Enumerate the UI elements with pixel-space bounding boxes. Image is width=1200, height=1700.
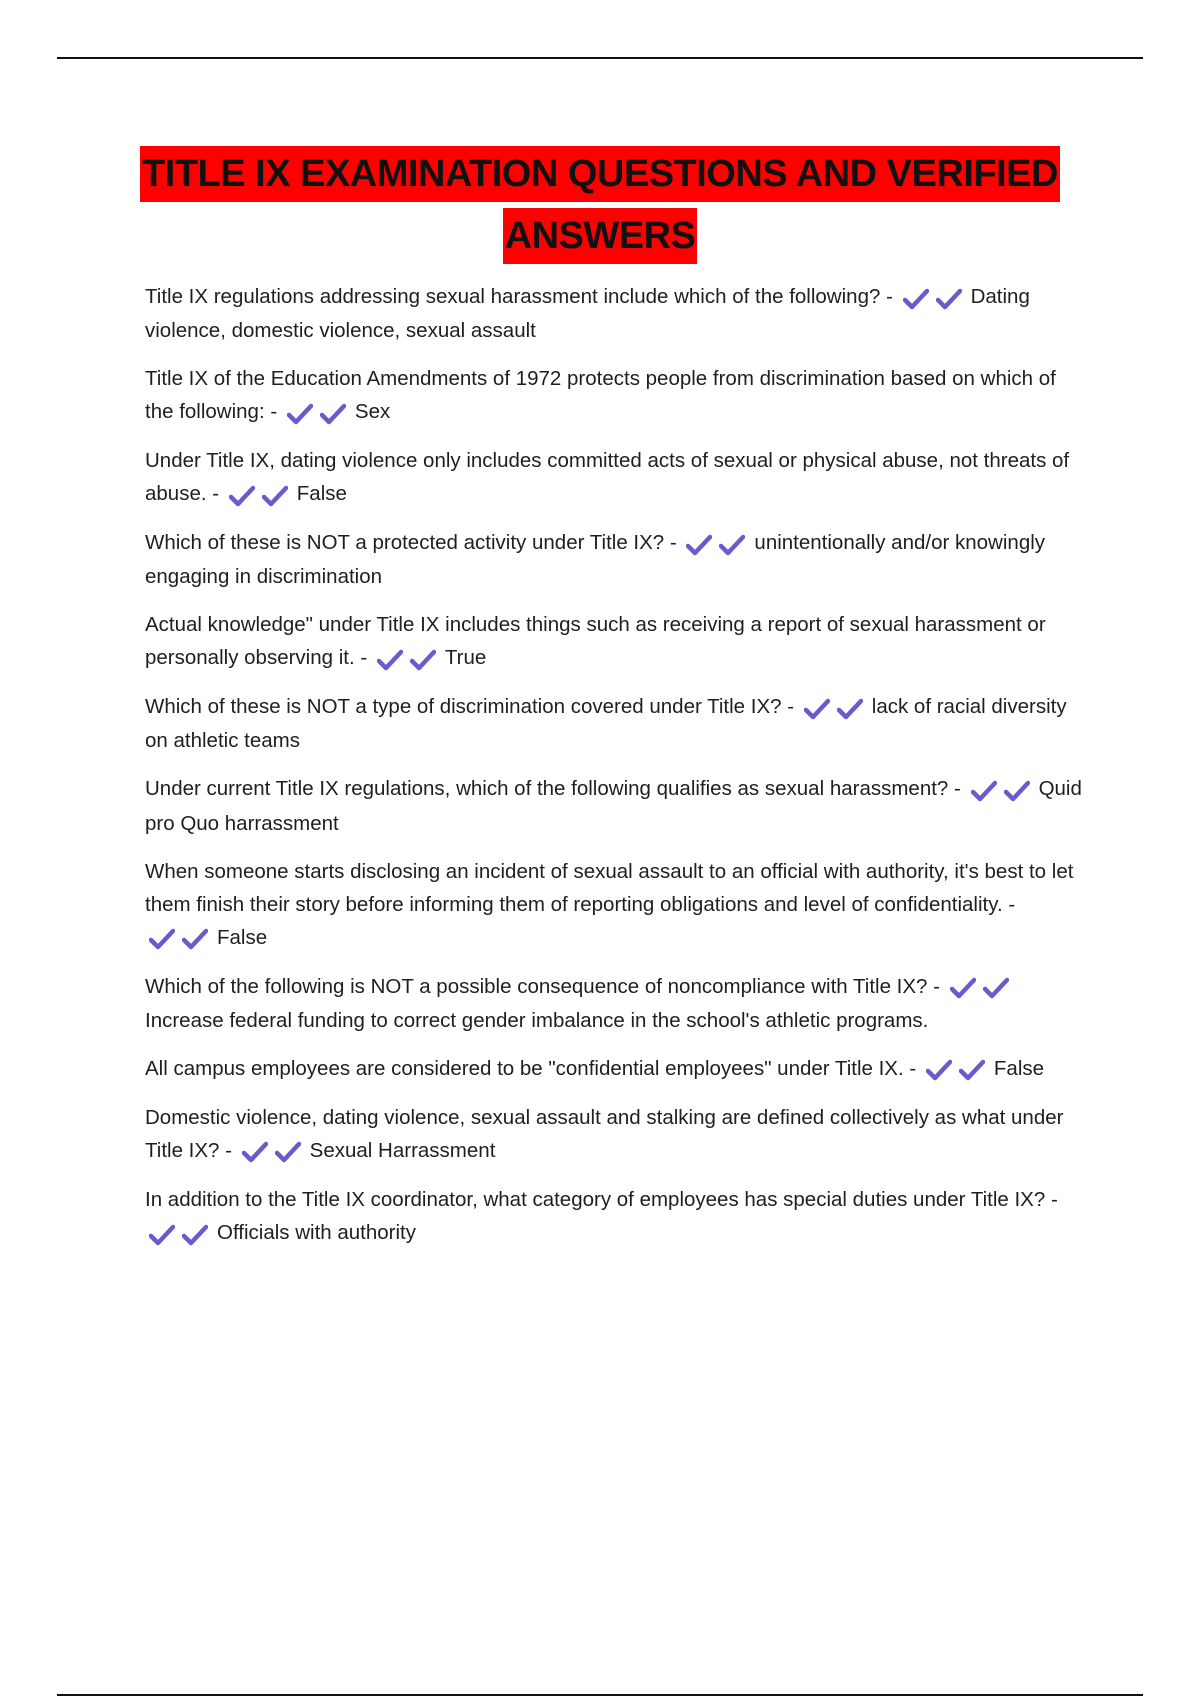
qa-item <box>145 1183 1085 1250</box>
verified-checks <box>971 774 1037 807</box>
qa-item <box>145 690 1085 757</box>
qa-list <box>145 280 1085 1265</box>
title-line-2: ANSWERS <box>503 208 698 264</box>
qa-item <box>145 362 1085 429</box>
check-icon <box>1004 780 1030 802</box>
check-icon <box>149 928 175 950</box>
question-text: Title IX of the Education Amendments of 1972 protects people from discrimination based on which of the following: - <box>145 367 1056 424</box>
top-rule <box>57 57 1143 59</box>
document-title <box>100 146 1100 270</box>
verified-checks <box>242 1135 308 1168</box>
verified-checks <box>149 1217 215 1250</box>
answer-text: Quid pro Quo harrassment <box>145 777 1082 835</box>
check-icon <box>804 698 830 720</box>
answer-text: False <box>993 1056 1045 1080</box>
verified-checks <box>686 527 752 560</box>
qa-item <box>145 444 1085 511</box>
check-icon <box>242 1141 268 1163</box>
qa-item <box>145 280 1085 347</box>
question-text: Which of these is NOT a type of discrimination covered under Title IX? - <box>145 695 795 719</box>
question-text: Under Title IX, dating violence only includes committed acts of sexual or physical abuse, not threats of abuse. - <box>145 449 1070 506</box>
bottom-rule <box>57 1694 1143 1696</box>
check-icon <box>229 485 255 507</box>
answer-text: unintentionally and/or knowingly engaging in discrimination <box>145 531 1046 589</box>
check-icon <box>837 698 863 720</box>
check-icon <box>926 1059 952 1081</box>
question-text: Which of the following is NOT a possible consequence of noncompliance with Title IX? - <box>145 974 940 998</box>
check-icon <box>410 649 436 671</box>
question-text: Domestic violence, dating violence, sexual assault and stalking are defined collectively as what under Title IX? - <box>145 1105 1064 1162</box>
answer-text: Sexual Harrassment <box>309 1138 496 1162</box>
qa-item <box>145 608 1085 675</box>
qa-item <box>145 1052 1085 1086</box>
check-icon <box>959 1059 985 1081</box>
qa-item <box>145 1101 1085 1168</box>
verified-checks <box>903 281 969 314</box>
verified-checks <box>804 691 870 724</box>
answer-text: False <box>217 925 268 949</box>
question-text: Which of these is NOT a protected activity under Title IX? - <box>145 531 677 555</box>
check-icon <box>149 1224 175 1246</box>
verified-checks <box>287 396 353 429</box>
question-text: Under current Title IX regulations, which of the following qualifies as sexual harassment? - <box>145 777 961 801</box>
check-icon <box>903 288 929 310</box>
check-icon <box>686 534 712 556</box>
verified-checks <box>229 478 295 511</box>
answer-text: Dating violence, domestic violence, sexual assault <box>145 285 1030 343</box>
check-icon <box>287 403 313 425</box>
verified-checks <box>377 642 443 675</box>
check-icon <box>182 928 208 950</box>
qa-item <box>145 526 1085 593</box>
check-icon <box>182 1224 208 1246</box>
check-icon <box>275 1141 301 1163</box>
question-text: When someone starts disclosing an incident of sexual assault to an official with authority, it's best to let them finish their story before informing them of reporting obligations and level of confidentiality. - <box>145 859 1074 916</box>
question-text: In addition to the Title IX coordinator, what category of employees has special duties under Title IX? - <box>145 1187 1058 1211</box>
check-icon <box>320 403 346 425</box>
check-icon <box>719 534 745 556</box>
qa-item <box>145 970 1085 1037</box>
qa-item <box>145 855 1085 955</box>
verified-checks <box>926 1053 992 1086</box>
title-line-1: TITLE IX EXAMINATION QUESTIONS AND VERIFIED <box>140 146 1060 202</box>
check-icon <box>950 977 976 999</box>
question-text: Actual knowledge" under Title IX includes things such as receiving a report of sexual harassment or personally observing it. - <box>145 613 1046 670</box>
answer-text: Increase federal funding to correct gender imbalance in the school's athletic programs. <box>145 1008 929 1032</box>
check-icon <box>936 288 962 310</box>
check-icon <box>377 649 403 671</box>
question-text: All campus employees are considered to be "confidential employees" under Title IX. - <box>145 1056 917 1080</box>
answer-text: False <box>296 482 347 506</box>
answer-text: lack of racial diversity on athletic teams <box>145 695 1067 753</box>
answer-text: Officials with authority <box>217 1220 417 1244</box>
answer-text: Sex <box>354 400 391 424</box>
question-text: Title IX regulations addressing sexual harassment include which of the following? - <box>145 285 893 308</box>
verified-checks <box>149 922 215 955</box>
check-icon <box>971 780 997 802</box>
check-icon <box>262 485 288 507</box>
verified-checks <box>950 971 1016 1004</box>
answer-text: True <box>444 646 487 670</box>
check-icon <box>983 977 1009 999</box>
qa-item <box>145 772 1085 839</box>
